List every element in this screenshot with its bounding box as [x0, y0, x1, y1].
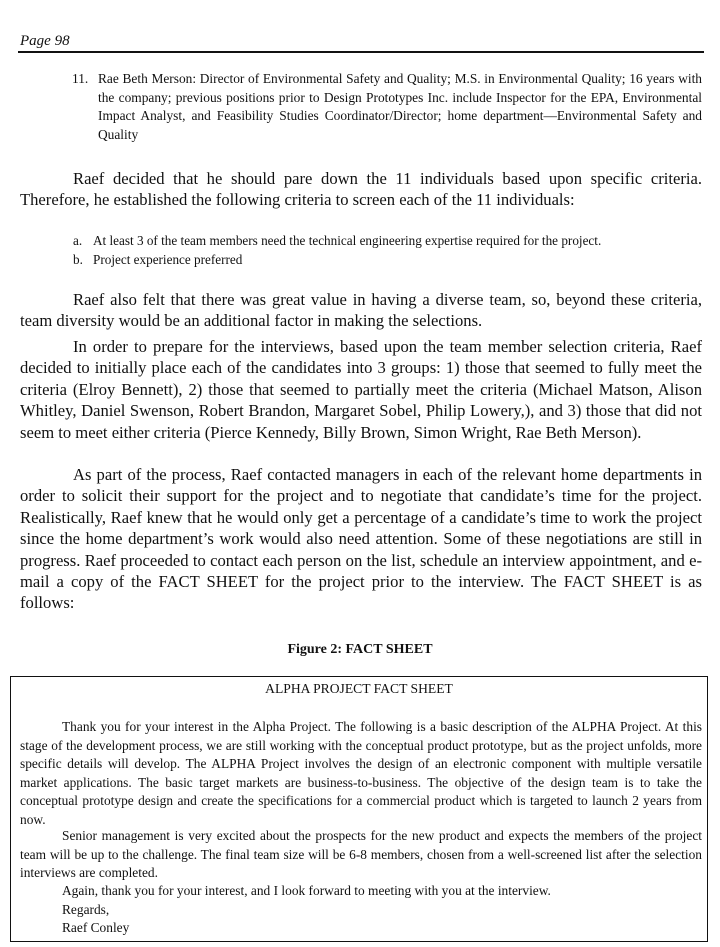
paragraph-groups: In order to prepare for the interviews, based upon the team member selection criteria, Raef decided to initially place each of the candidates into 3 groups: 1) those that seemed to fully meet the criteria (Elroy Bennett), 2) those that seemed to partially meet the criteria (Michael Matson, Alison Whitley, Daniel Swenson, Robert Brandon, Margaret Sobel, Philip Lowery,), and 3) those that did not seem to meet either criteria (Pierce Kennedy, Billy Brown, Simon Wright, Rae Beth Merson). [20, 337, 702, 442]
criteria-list [73, 231, 601, 269]
criteria-text: Project experience preferred [93, 252, 243, 267]
criteria-item [73, 250, 601, 269]
page-number-header: Page 98 [20, 33, 70, 49]
fact-sheet-closing: Again, thank you for your interest, and I look forward to meeting with you at the interview. [62, 883, 551, 898]
paragraph-criteria-intro: Raef decided that he should pare down the 11 individuals based upon specific criteria. Therefore, he established the following criteria to screen each of the 11 individuals: [20, 169, 702, 210]
figure-caption: Figure 2: FACT SHEET [287, 642, 433, 657]
list-item-text: Rae Beth Merson: Director of Environmental Safety and Quality; M.S. in Environmental Quality; 16 years with the company; previous positions prior to Design Prototypes Inc. include Inspector for the EPA, Environmental Impact Analyst, and Feasibility Studies Coordinator/Director; home department—Environmental Safety and Quality [98, 71, 702, 142]
paragraph-process: As part of the process, Raef contacted managers in each of the relevant home departments in order to solicit their support for the project and to negotiate that candidate’s time for the project. Realistically, Raef knew that he would only get a percentage of a candidate’s time to work the project since the home department’s work would also need attention. Some of these negotiations are still in progress. Raef proceeded to contact each person on the list, schedule an interview appointment, and e-mail a copy of the FACT SHEET for the project prior to the interview. The FACT SHEET is as follows: [20, 465, 702, 613]
criteria-item [73, 231, 601, 250]
candidate-list-item [72, 70, 702, 144]
fact-sheet-regards: Regards, [62, 902, 110, 917]
fact-sheet-box [10, 676, 708, 942]
list-item-number: 11. [72, 71, 89, 86]
header-divider [18, 51, 704, 53]
paragraph-diversity: Raef also felt that there was great value in having a diverse team, so, beyond these criteria, team diversity would be an additional factor in making the selections. [20, 290, 702, 331]
criteria-text: At least 3 of the team members need the technical engineering expertise required for the project. [93, 233, 602, 248]
fact-sheet-description: Thank you for your interest in the Alpha Project. The following is a basic description of the ALPHA Project. At this stage of the development process, we are still working with the conceptual product prototype, but as the project unfolds, more specific details will develop. The ALPHA Project involves the design of an electronic component with multiple versatile market applications. The basic target markets are business-to-business. The objective of the design team is to take the conceptual prototype design and create the specifications for a commercial product which is targeted to launch 2 years from now. [20, 719, 702, 827]
criteria-label: b. [73, 252, 83, 267]
fact-sheet-title: ALPHA PROJECT FACT SHEET [265, 681, 453, 696]
fact-sheet-management: Senior management is very excited about the prospects for the new product and expects the members of the project team will be up to the challenge. The final team size will be 6-8 members, chosen from a well-screened list after the selection interviews are completed. [20, 828, 702, 880]
fact-sheet-signature: Raef Conley [62, 920, 130, 935]
criteria-label: a. [73, 233, 83, 248]
